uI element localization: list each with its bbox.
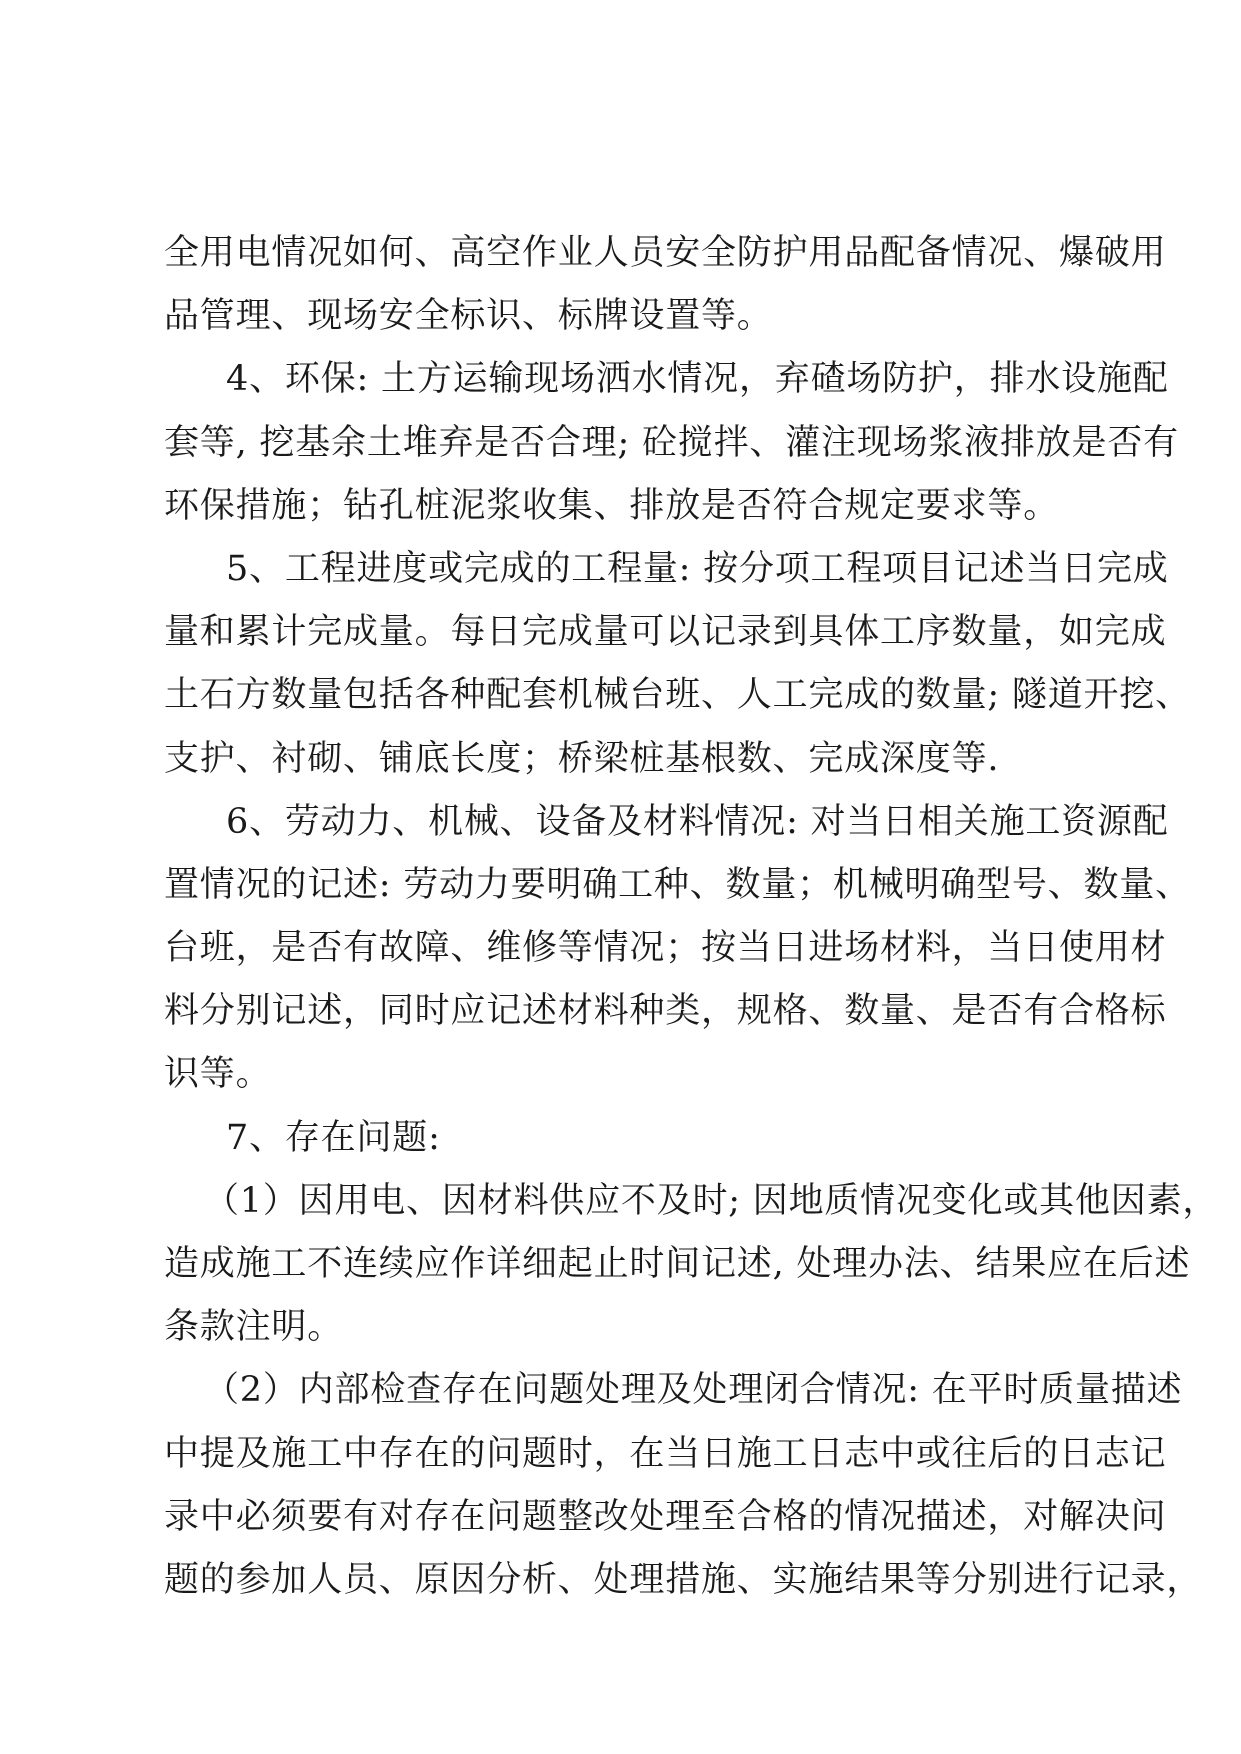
body-text	[164, 222, 1219, 1612]
paragraph-line: 土石方数量包括各种配套机械台班、人工完成的数量; 隧道开挖、	[164, 675, 1191, 716]
paragraph-line: 识等。	[164, 1054, 272, 1095]
paragraph-line: 录中必须要有对存在问题整改处理至合格的情况描述，对解决问	[164, 1496, 1167, 1537]
subitem-1-line: （1）因用电、因材料供应不及时; 因地质情况变化或其他因素，	[204, 1180, 1219, 1221]
item-6-heading-line: 6、劳动力、机械、设备及材料情况: 对当日相关施工资源配	[226, 801, 1169, 842]
paragraph-line: 品管理、现场安全标识、标牌设置等。	[164, 296, 773, 337]
paragraph-line: 台班，是否有故障、维修等情况；按当日进场材料，当日使用材	[164, 928, 1167, 969]
subitem-2-line: （2）内部检查存在问题处理及处理闭合情况: 在平时质量描述	[204, 1370, 1183, 1411]
paragraph-line: 套等, 挖基余土堆弃是否合理; 砼搅拌、灌注现场浆液排放是否有	[164, 422, 1179, 463]
paragraph-line: 题的参加人员、原因分析、处理措施、实施结果等分别进行记录，	[164, 1559, 1203, 1600]
paragraph-line: 料分别记述，同时应记述材料种类，规格、数量、是否有合格标	[164, 991, 1167, 1032]
paragraph-line: 量和累计完成量。每日完成量可以记录到具体工序数量，如完成	[164, 612, 1167, 653]
item-5-heading-line: 5、工程进度或完成的工程量: 按分项工程项目记述当日完成	[226, 548, 1169, 589]
paragraph-line: 条款注明。	[164, 1307, 344, 1348]
item-7-heading-line: 7、存在问题:	[226, 1117, 441, 1158]
paragraph-line: 造成施工不连续应作详细起止时间记述, 处理办法、结果应在后述	[164, 1244, 1191, 1284]
paragraph-line: 中提及施工中存在的问题时，在当日施工日志中或往后的日志记	[164, 1433, 1167, 1474]
paragraph-line: 支护、衬砌、铺底长度；桥梁桩基根数、完成深度等.	[164, 738, 1000, 779]
paragraph-line: 环保措施；钻孔桩泥浆收集、排放是否符合规定要求等。	[164, 485, 1060, 526]
paragraph-line: 全用电情况如何、高空作业人员安全防护用品配备情况、爆破用	[164, 233, 1167, 273]
paragraph-line: 置情况的记述: 劳动力要明确工种、数量；机械明确型号、数量、	[164, 864, 1191, 905]
item-4-heading-line: 4、环保: 土方运输现场洒水情况，弃碴场防护，排水设施配	[226, 359, 1169, 400]
